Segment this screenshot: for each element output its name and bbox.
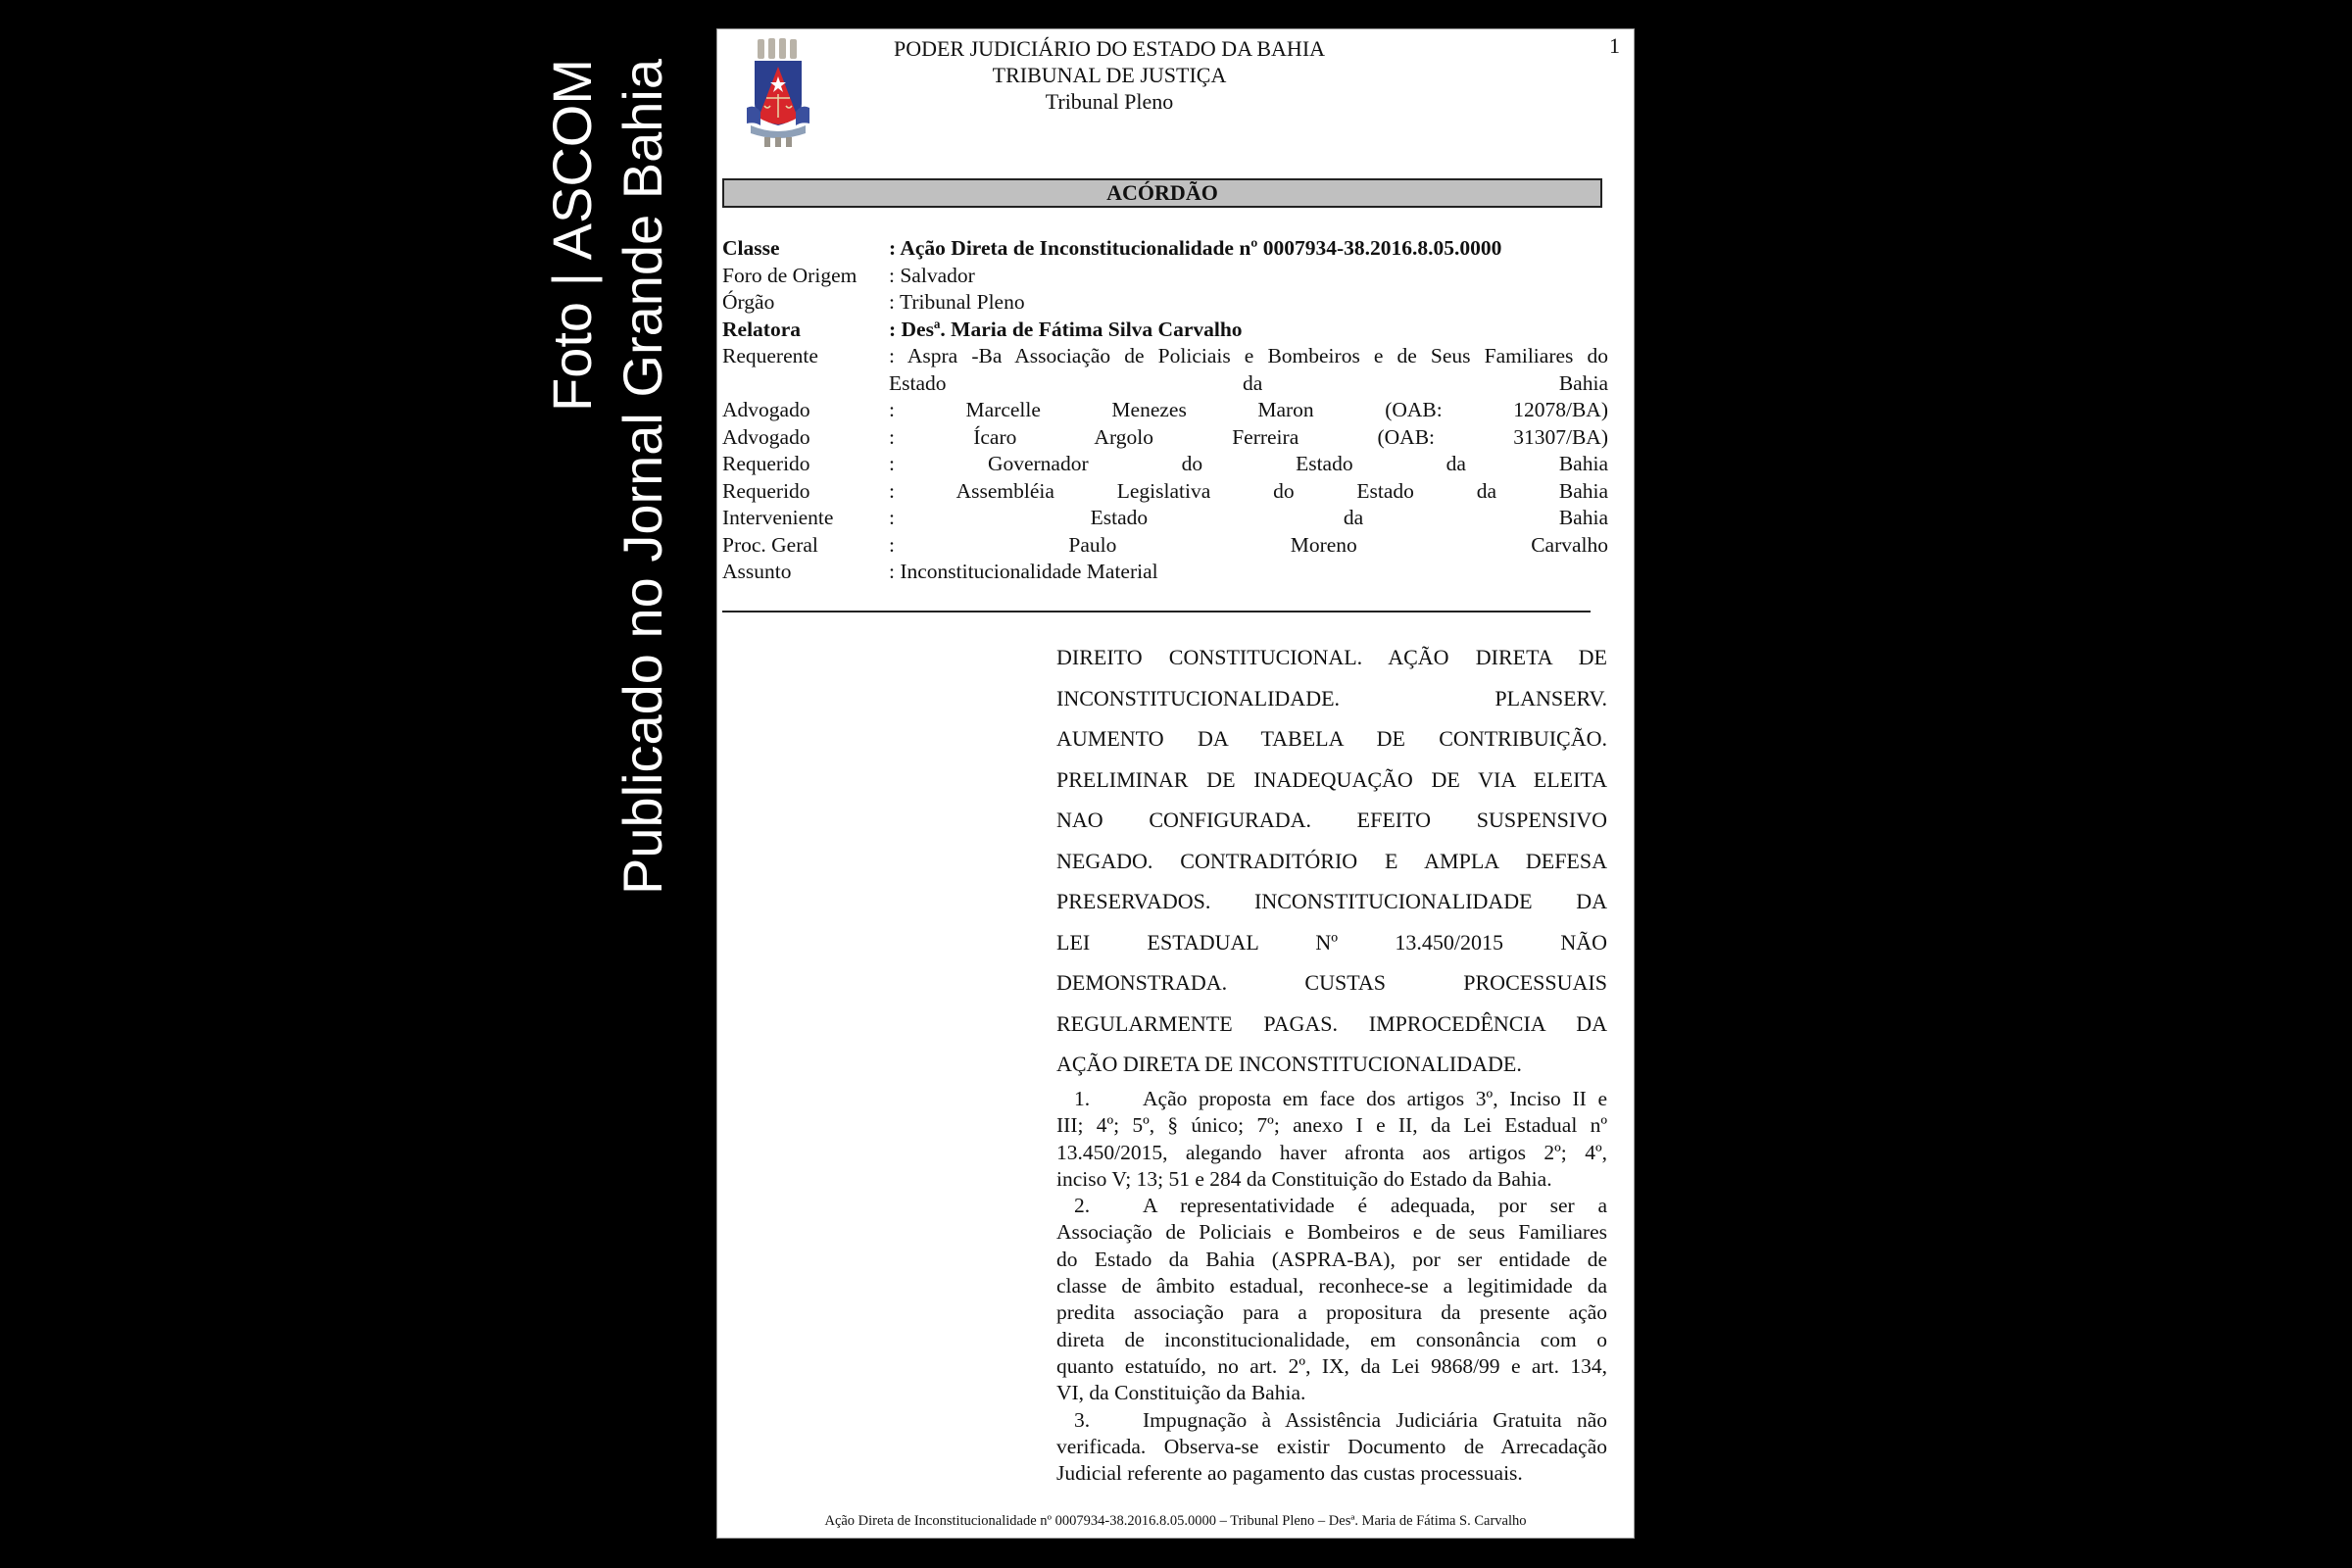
header-line-2: TRIBUNAL DE JUSTIÇA bbox=[992, 63, 1227, 87]
meta-row bbox=[722, 424, 1608, 452]
meta-label: Requerido bbox=[722, 452, 810, 475]
meta-row bbox=[722, 559, 1608, 586]
credit-line-1: Foto | ASCOM bbox=[541, 59, 603, 412]
meta-label: Requerido bbox=[722, 478, 810, 503]
meta-value: : Governador do Estado da Bahia bbox=[889, 452, 1608, 475]
item-line: Judicial referente ao pagamento das custas processuais. bbox=[1056, 1461, 1523, 1486]
meta-row bbox=[722, 235, 1608, 263]
meta-label: Proc. Geral bbox=[722, 532, 818, 557]
meta-value: : Assembléia Legislativa do Estado da Bahia bbox=[889, 478, 1608, 503]
ementa-line: DEMONSTRADA. CUSTAS PROCESSUAIS bbox=[1056, 970, 1607, 995]
meta-row bbox=[722, 505, 1608, 532]
meta-label: Advogado bbox=[722, 398, 810, 421]
item-line: 2. A representatividade é adequada, por ser a bbox=[1056, 1193, 1607, 1219]
item-line: do Estado da Bahia (ASPRA-BA), por ser entidade de bbox=[1056, 1247, 1607, 1271]
document-page bbox=[716, 28, 1635, 1539]
ementa-line: NEGADO. CONTRADITÓRIO E AMPLA DEFESA bbox=[1056, 848, 1607, 873]
meta-value-continued: Estado da Bahia bbox=[889, 370, 1608, 395]
item-line: inciso V; 13; 51 e 284 da Constituição do Estado da Bahia. bbox=[1056, 1166, 1552, 1191]
ementa-line: PRELIMINAR DE INADEQUAÇÃO DE VIA ELEITA bbox=[1056, 766, 1607, 792]
meta-row bbox=[722, 532, 1608, 560]
item-line: classe de âmbito estadual, reconhece-se a legitimidade da bbox=[1056, 1274, 1607, 1298]
item-number: 1. bbox=[1074, 1087, 1091, 1110]
numbered-items bbox=[1056, 1086, 1607, 1487]
section-divider bbox=[722, 611, 1591, 612]
ementa-line: DIREITO CONSTITUCIONAL. AÇÃO DIRETA DE bbox=[1056, 645, 1607, 669]
meta-value: : Paulo Moreno Carvalho bbox=[889, 532, 1608, 557]
meta-value: : Ícaro Argolo Ferreira (OAB: 31307/BA) bbox=[889, 424, 1608, 449]
meta-row bbox=[722, 370, 1608, 398]
ementa-line: AUMENTO DA TABELA DE CONTRIBUIÇÃO. bbox=[1056, 726, 1607, 751]
page-footer: Ação Direta de Inconstitucionalidade nº 0007934-38.2016.8.05.0000 – Tribunal Pleno – Desª. Maria de Fátima S. Carvalho bbox=[824, 1513, 1527, 1529]
meta-row bbox=[722, 478, 1608, 506]
item-line: verificada. Observa-se existir Documento de Arrecadação bbox=[1056, 1434, 1607, 1458]
meta-row bbox=[722, 397, 1608, 424]
meta-value: : Estado da Bahia bbox=[889, 506, 1608, 529]
meta-label: Interveniente bbox=[722, 506, 834, 529]
meta-value: : Marcelle Menezes Maron (OAB: 12078/BA) bbox=[889, 398, 1608, 421]
meta-value: : Ação Direta de Inconstitucionalidade nº 0007934-38.2016.8.05.0000 bbox=[889, 236, 1502, 260]
meta-value: : Desª. Maria de Fátima Silva Carvalho bbox=[889, 317, 1243, 341]
meta-label: Relatora bbox=[722, 317, 801, 341]
item-line: 13.450/2015, alegando haver afronta aos artigos 2º; 4º, bbox=[1056, 1140, 1607, 1164]
ementa-line: LEI ESTADUAL Nº 13.450/2015 NÃO bbox=[1056, 929, 1607, 955]
meta-value: : Aspra -Ba Associação de Policiais e Bombeiros e de Seus Familiares do bbox=[889, 344, 1608, 368]
meta-row bbox=[722, 451, 1608, 478]
meta-value: : Inconstitucionalidade Material bbox=[889, 560, 1158, 583]
meta-label: Foro de Origem bbox=[722, 263, 858, 287]
meta-label: Classe bbox=[722, 236, 780, 260]
document-title: ACÓRDÃO bbox=[722, 178, 1602, 208]
meta-row bbox=[722, 263, 1608, 290]
meta-row bbox=[722, 343, 1608, 370]
item-line: predita associação para a propositura da presente ação bbox=[1056, 1300, 1607, 1325]
meta-value: : Tribunal Pleno bbox=[889, 290, 1025, 314]
item-line: 1. Ação proposta em face dos artigos 3º, Inciso II e bbox=[1056, 1086, 1607, 1112]
item-line: direta de inconstitucionalidade, em consonância com o bbox=[1056, 1327, 1607, 1351]
item-line: 3. Impugnação à Assistência Judiciária Gratuita não bbox=[1056, 1407, 1607, 1434]
meta-value: : Salvador bbox=[889, 263, 975, 287]
ementa-line: NAO CONFIGURADA. EFEITO SUSPENSIVO bbox=[1056, 808, 1607, 832]
meta-label: Requerente bbox=[722, 344, 818, 368]
credit-line-2: Publicado no Jornal Grande Bahia bbox=[612, 59, 673, 896]
meta-label: Assunto bbox=[722, 560, 792, 583]
item-number: 2. bbox=[1074, 1194, 1091, 1218]
meta-label: Advogado bbox=[722, 424, 810, 449]
ementa-line: AÇÃO DIRETA DE INCONSTITUCIONALIDADE. bbox=[1056, 1052, 1522, 1076]
case-metadata bbox=[722, 235, 1608, 586]
header-line-3: Tribunal Pleno bbox=[1045, 89, 1174, 114]
page-number: 1 bbox=[1609, 33, 1620, 58]
item-line: III; 4º; 5º, § único; 7º; anexo I e II, da Lei Estadual nº bbox=[1056, 1113, 1607, 1138]
meta-row bbox=[722, 289, 1608, 317]
ementa-line: PRESERVADOS. INCONSTITUCIONALIDADE DA bbox=[1056, 889, 1607, 913]
item-line: quanto estatuído, no art. 2º, IX, da Lei 9868/99 e art. 134, bbox=[1056, 1353, 1607, 1378]
ementa-line: REGULARMENTE PAGAS. IMPROCEDÊNCIA DA bbox=[1056, 1010, 1607, 1036]
coat-of-arms-icon bbox=[745, 35, 811, 149]
meta-label: Órgão bbox=[722, 290, 775, 314]
meta-row bbox=[722, 317, 1608, 344]
ementa-line: INCONSTITUCIONALIDADE. PLANSERV. bbox=[1056, 685, 1607, 710]
item-line: Associação de Policiais e Bombeiros e de seus Familiares bbox=[1056, 1220, 1607, 1245]
ementa-summary bbox=[1056, 637, 1607, 1085]
item-line: VI, da Constituição da Bahia. bbox=[1056, 1381, 1306, 1405]
court-header bbox=[835, 35, 1384, 115]
header-line-1: PODER JUDICIÁRIO DO ESTADO DA BAHIA bbox=[893, 36, 1326, 61]
item-number: 3. bbox=[1074, 1407, 1091, 1432]
photo-credit bbox=[537, 59, 694, 931]
